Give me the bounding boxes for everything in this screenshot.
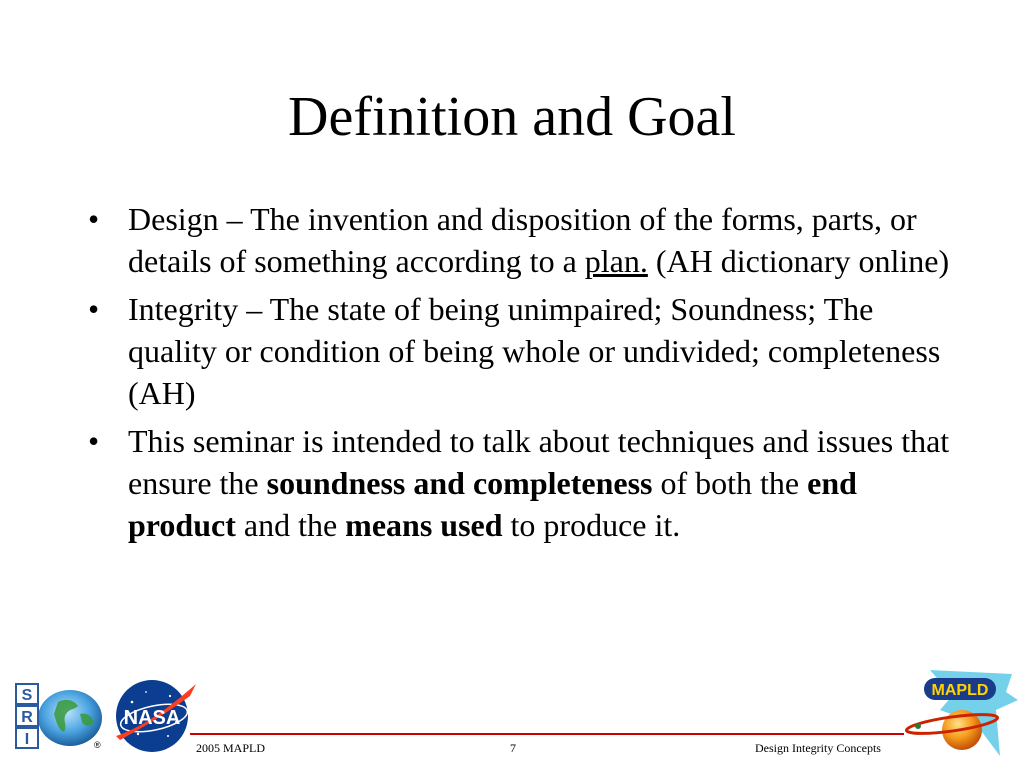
bullet-item xyxy=(88,288,968,414)
moon-shape xyxy=(915,723,921,729)
bullet-text-part: (AH dictionary online) xyxy=(647,243,950,279)
bullet-text-part: to produce it. xyxy=(502,507,681,543)
bullet-text xyxy=(128,423,949,543)
registered-mark: ® xyxy=(94,740,101,750)
bullet-text-part: This seminar is intended to talk about techniques and issues that ensure the xyxy=(128,423,950,501)
bullet-item xyxy=(88,420,968,546)
mapld-wordmark: MAPLD xyxy=(931,682,989,699)
bullet-list xyxy=(88,198,968,552)
sri-logo xyxy=(14,680,104,752)
sri-letter: S xyxy=(21,687,33,704)
bullet-text xyxy=(128,201,949,279)
bullet-item xyxy=(88,198,968,282)
footer-topic: Design Integrity Concepts xyxy=(755,741,881,755)
bullet-text-part: means used xyxy=(345,507,503,543)
bullet-mark: • xyxy=(88,201,100,237)
bullet-text-part: Design – The invention and disposition of the forms, parts, or details of something according to a xyxy=(128,201,917,279)
bullet-mark: • xyxy=(88,423,100,459)
bullet-text xyxy=(128,291,940,411)
bullet-text-part: end product xyxy=(128,465,857,543)
footer-rule xyxy=(190,733,904,735)
bullet-text-part: Integrity – The state of being unimpaired; Soundness; The quality or condition of being whole or undivided; completeness (AH) xyxy=(128,291,941,411)
bullet-text-part: soundness and completeness xyxy=(266,465,653,501)
sri-letter: I xyxy=(24,731,30,748)
nasa-wordmark: NASA xyxy=(123,707,181,729)
bullet-mark: • xyxy=(88,291,100,327)
bullet-text-part: of both the xyxy=(652,465,808,501)
bullet-text-part: and the xyxy=(235,507,346,543)
footer-page-number: 7 xyxy=(510,741,516,755)
globe-shape xyxy=(38,690,102,746)
nasa-logo xyxy=(110,676,198,756)
bullet-text-part: plan. xyxy=(584,243,648,279)
footer-event: 2005 MAPLD xyxy=(196,741,266,755)
mapld-logo xyxy=(900,670,1018,760)
slide-title: Definition and Goal xyxy=(288,86,736,148)
sri-letter: R xyxy=(21,709,33,726)
